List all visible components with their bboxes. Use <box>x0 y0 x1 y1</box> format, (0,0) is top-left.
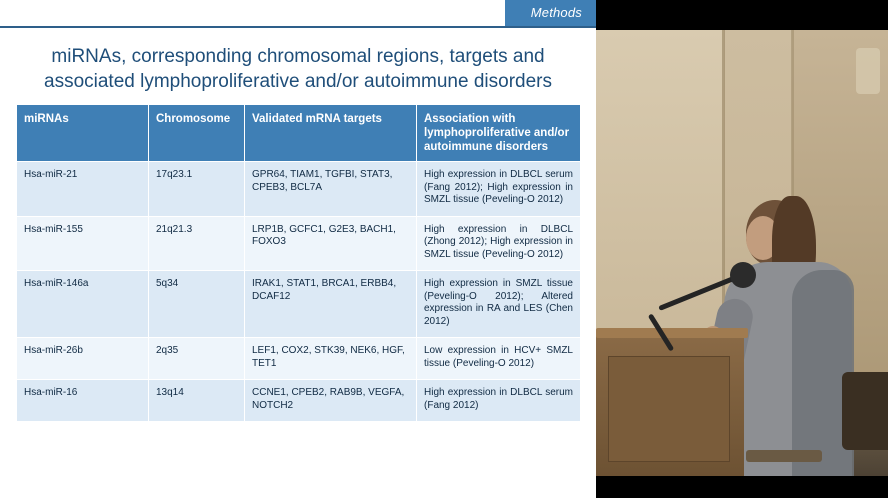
cell-chromosome: 17q23.1 <box>149 162 245 217</box>
cell-chromosome: 21q21.3 <box>149 216 245 271</box>
cell-association: Low expression in HCV+ SMZL tissue (Peveling-O 2012) <box>417 338 581 380</box>
slide-title-line2: associated lymphoproliferative and/or autoimmune disorders <box>44 71 552 92</box>
cell-association: High expression in DLBCL (Zhong 2012); High expression in SMZL tissue (Peveling-O 2012) <box>417 216 581 271</box>
column-header-mirnas: miRNAs <box>17 105 149 162</box>
column-header-targets: Validated mRNA targets <box>245 105 417 162</box>
cell-targets: GPR64, TIAM1, TGFBI, STAT3, CPEB3, BCL7A <box>245 162 417 217</box>
cell-association: High expression in DLBCL serum (Fang 2012); High expression in SMZL tissue (Peveling-O 2012) <box>417 162 581 217</box>
cell-targets: CCNE1, CPEB2, RAB9B, VEGFA, NOTCH2 <box>245 380 417 422</box>
slide-header <box>0 0 596 28</box>
table-row <box>17 162 581 217</box>
cell-targets: IRAK1, STAT1, BRCA1, ERBB4, DCAF12 <box>245 271 417 338</box>
cell-association: High expression in DLBCL serum (Fang 2012) <box>417 380 581 422</box>
speaker-belt <box>746 450 822 462</box>
cell-mirna: Hsa-miR-21 <box>17 162 149 217</box>
cell-mirna: Hsa-miR-16 <box>17 380 149 422</box>
video-scene <box>596 30 888 476</box>
cell-association: High expression in SMZL tissue (Peveling-O 2012); Altered expression in RA and LES (Chen 2012) <box>417 271 581 338</box>
column-header-chromosome: Chromosome <box>149 105 245 162</box>
podium-front-panel <box>608 356 730 462</box>
table-row <box>17 338 581 380</box>
video-letterbox-top <box>596 0 888 30</box>
column-header-association: Association with lymphoproliferative and/or autoimmune disorders <box>417 105 581 162</box>
slide-title <box>18 44 578 94</box>
mirna-table <box>16 104 581 422</box>
table-header-row <box>17 105 581 162</box>
cell-chromosome: 13q14 <box>149 380 245 422</box>
cell-mirna: Hsa-miR-155 <box>17 216 149 271</box>
cell-mirna: Hsa-miR-146a <box>17 271 149 338</box>
table-row <box>17 216 581 271</box>
video-letterbox-bottom <box>596 476 888 498</box>
cell-mirna: Hsa-miR-26b <box>17 338 149 380</box>
podium-top-surface <box>596 328 748 338</box>
slide-title-line1: miRNAs, corresponding chromosomal regions, targets and <box>51 46 545 67</box>
slide-section-label: Methods <box>505 0 596 26</box>
wall-light-panel <box>856 48 880 94</box>
microphone-head <box>730 262 756 288</box>
table-row <box>17 271 581 338</box>
cell-targets: LEF1, COX2, STK39, NEK6, HGF, TET1 <box>245 338 417 380</box>
cell-chromosome: 2q35 <box>149 338 245 380</box>
table-row <box>17 380 581 422</box>
speaker-video-panel <box>596 0 888 498</box>
chair <box>842 372 888 450</box>
cell-targets: LRP1B, GCFC1, G2E3, BACH1, FOXO3 <box>245 216 417 271</box>
cell-chromosome: 5q34 <box>149 271 245 338</box>
